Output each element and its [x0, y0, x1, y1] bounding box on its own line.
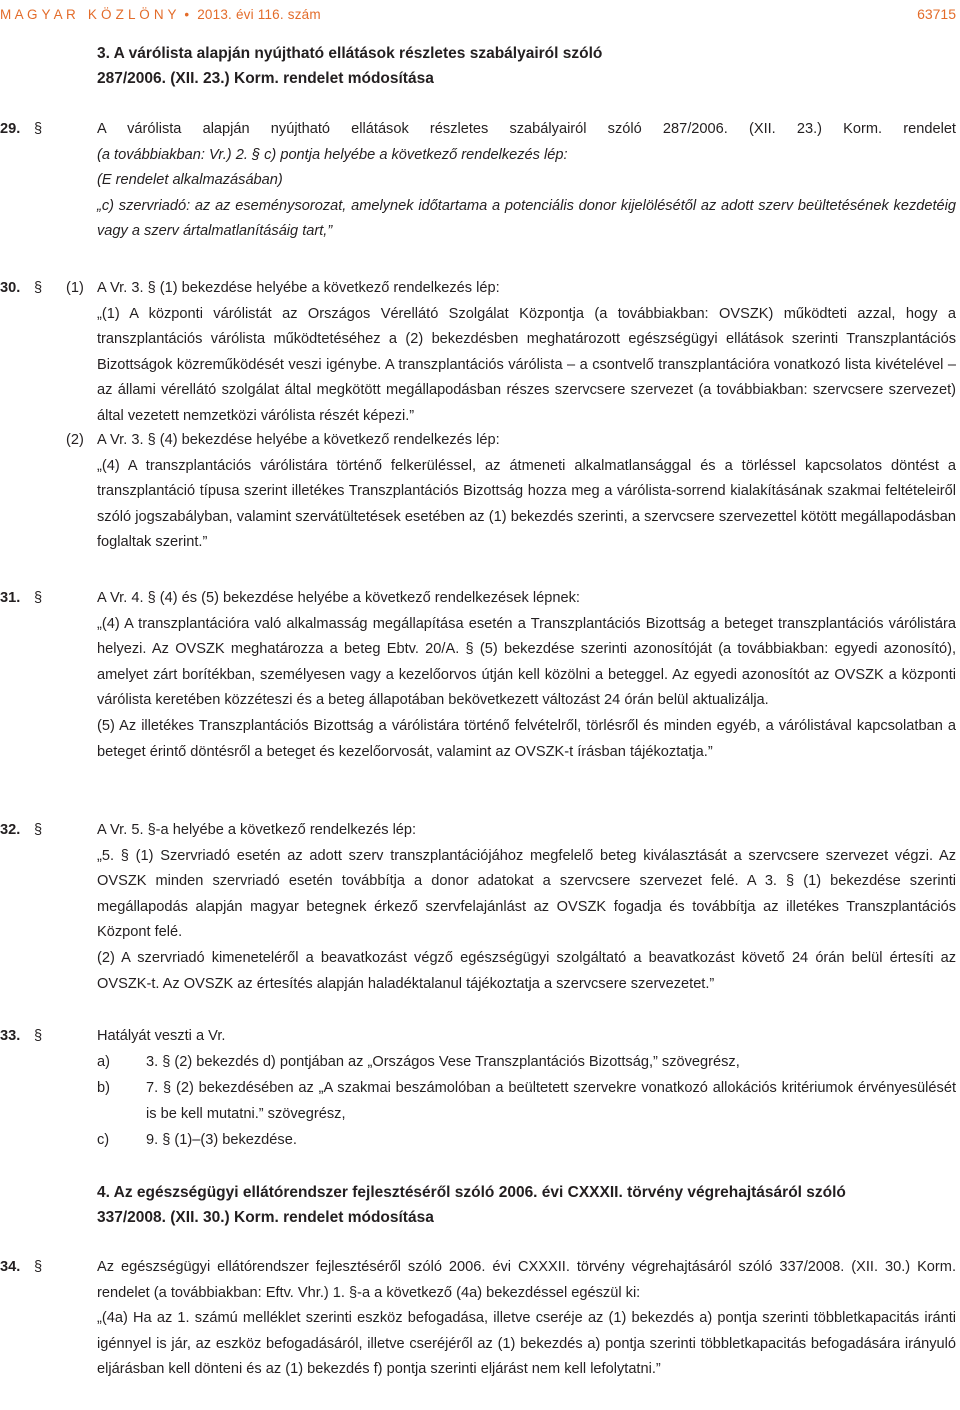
section-4-title: [97, 1180, 950, 1230]
p32-quoted-text-1: „5. § (1) Szervriadó esetén az adott szerv transzplantációjához megfelelő beteg kiválasztását a szervcsere szervezet végzi. Az OVSZK minden szervriadó esetén továbbítja a donor adatokat a szervcsere szervezet felé. A 3. § (1) bekezdése szerinti megállapodás alapján magyar betegnek érkező szervfelajánlást az OVSZK fogadja és továbbítja az illetékes Transzplantációs Központ felé.: [97, 847, 956, 941]
list-item-label: b): [97, 1080, 110, 1096]
journal-title: M A G Y A R K Ö Z L Ö N Y • 2013. évi 116. szám: [0, 7, 321, 22]
list-item-text: 3. § (2) bekezdés d) pontjában az „Országos Vese Transzplantációs Bizottság,” szövegrész,: [146, 1054, 740, 1070]
page-header: [0, 2, 960, 26]
p34-quoted-text: „(4a) Ha az 1. számú melléklet szerinti eszköz befogadása, illetve cseréje az (1) bekezdés a) pontja szerinti többletkapacitás iránti igénnyel is jár, az eszköz befogadásáról, illetve cseréjéről az (1) bekezdés a) pontja szerinti többletkapacitás befogadására irányuló eljárásban kell dönteni és az (1) bekezdés f) pontja szerinti eljárást nem kell lefolytatni.”: [97, 1310, 956, 1378]
p32-intro: A Vr. 5. §-a helyébe a következő rendelkezés lép:: [97, 822, 417, 838]
paragraph-29: [0, 117, 956, 245]
section-symbol: §: [34, 280, 43, 296]
section-3-title-line-2: 287/2006. (XII. 23.) Korm. rendelet módosítása: [97, 70, 434, 87]
p30-s2-quoted-text: „(4) A transzplantációs várólistára történő felkerüléssel, az átmeneti alkalmatlansággal és a törléssel kapcsolatos döntést a transzplantáció típusa szerint illetékes Transzplantációs Bizottság hozza meg a várólista-sorrend kialakításának szakmai feltételeiről szóló jogszabályban, valamint szervátültetések esetében az (1) bekezdés szerinti, a szervcsere szervezettel kötött megállapodásban foglaltak szerint.”: [97, 457, 956, 551]
p33-intro: Hatályát veszti a Vr.: [97, 1028, 226, 1044]
paragraph-31: [0, 586, 956, 765]
p29-line-2: (a továbbiakban: Vr.) 2. § c) pontja helyébe a következő rendelkezés lép:: [97, 146, 568, 163]
p31-intro: A Vr. 4. § (4) és (5) bekezdése helyébe a következő rendelkezések lépnek:: [97, 590, 580, 606]
section-3-title: [97, 41, 940, 91]
paragraph-30-subsection-2: [0, 428, 956, 556]
subsection-2-label: (2): [66, 432, 84, 448]
p34-intro: Az egészségügyi ellátórendszer fejlesztéséről szóló 2006. évi CXXXII. törvény végrehajtásáról szóló 337/2008. (XII. 30.) Korm. rendelet (a továbbiakban: Eftv. Vhr.) 1. §-a a következő (4a) bekezdéssel egészül ki:: [97, 1259, 956, 1301]
page-number: 63715: [917, 6, 956, 22]
list-item-text: 7. § (2) bekezdésében az „A szakmai beszámolóban a beültetett szervekre vonatkozó allokációs kritériumok érvényesülését is be kell mutatni.” szövegrész,: [146, 1080, 956, 1122]
p31-quoted-text-5: (5) Az illetékes Transzplantációs Bizottság a várólistára történő felvételről, törlésről és minden egyéb, a várólistával kapcsolatban a beteget érintő döntésről a beteget és kezelőorvosát, valamint az OVSZK-t írásban tájékoztatja.”: [97, 717, 956, 760]
p29-line-1: A várólista alapján nyújtható ellátások részletes szabályairól szóló 287/2006. (XII. 23.) Korm. rendelet: [97, 121, 956, 137]
section-symbol: §: [34, 1028, 43, 1044]
section-symbol: §: [34, 590, 43, 606]
section-symbol: §: [34, 822, 43, 838]
section-4-title-line-1: 4. Az egészségügyi ellátórendszer fejlesztéséről szóló 2006. évi CXXXII. törvény végrehajtásáról szóló: [97, 1184, 846, 1201]
paragraph-number: 34.: [0, 1259, 21, 1275]
section-4-title-line-2: 337/2008. (XII. 30.) Korm. rendelet módosítása: [97, 1209, 434, 1226]
paragraph-30: [0, 276, 956, 430]
paragraph-32: [0, 818, 956, 997]
p29-quoted-text: „c) szervriadó: az az eseménysorozat, amelynek időtartama a potenciális donor kijelölésétől az adott szerv beültetésének kezdetéig vagy a szerv ártalmatlanításáig tart,”: [97, 197, 956, 240]
paragraph-34: [0, 1255, 956, 1383]
paragraph-number: 33.: [0, 1028, 21, 1044]
p29-line-3: (E rendelet alkalmazásában): [97, 172, 283, 189]
p31-quoted-text-4: „(4) A transzplantációra való alkalmasság megállapítása esetén a Transzplantációs Bizottság a beteget transzplantációs várólistára helyezi. Az OVSZK meghatározza a beteg Ebtv. 20/A. § (5) bekezdése szerinti azonosítóját (a továbbiakban: egyedi azonosító), amelyet zárt borítékban, személyesen vagy a kezelőorvos útján kell közölni a beteggel. Az egyedi azonosítót az OVSZK a központi várólista keretében közzéteszi és a beteg állapotában bekövetkezett változást 24 órán belül aktualizálja.: [97, 615, 956, 709]
paragraph-number: 32.: [0, 822, 21, 838]
p30-s1-intro: A Vr. 3. § (1) bekezdése helyébe a következő rendelkezés lép:: [97, 280, 500, 296]
list-item-label: a): [97, 1054, 110, 1070]
p30-s1-quoted-text: „(1) A központi várólistát az Országos Vérellátó Szolgálat Központja (a továbbiakban: OVSZK) működteti azzal, hogy a transzplantációs várólista működtetéséhez a (2) bekezdésben meghatározott egészségügyi ellátások szerinti Transzplantációs Bizottságok közreműködését veszi igénybe. A transzplantációs várólista – a csontvelő transzplantációra vonatkozó lista kivételével – az állami vérellátó szolgálat által megkötött megállapodásban részes szervcsere szervezet (a továbbiakban: szervcsere szervezet) által vezetett nemzetközi várólista részét képezi.”: [97, 305, 956, 424]
p30-s2-intro: A Vr. 3. § (4) bekezdése helyébe a következő rendelkezés lép:: [97, 432, 500, 448]
section-symbol: §: [34, 1259, 43, 1275]
paragraph-33: [0, 1024, 956, 1154]
list-item-label: c): [97, 1132, 110, 1148]
paragraph-number: 31.: [0, 590, 21, 606]
p32-quoted-text-2: (2) A szervriadó kimeneteléről a beavatkozást végző egészségügyi szolgáltató a beavatkozást követő 24 órán belül értesíti az OVSZK-t. Az OVSZK az értesítés alapján haladéktalanul tájékoztatja a szervcsere szervezetet.”: [97, 949, 956, 992]
paragraph-number: 29.: [0, 121, 21, 137]
section-symbol: §: [34, 121, 43, 137]
subsection-1-label: (1): [66, 280, 84, 296]
section-3-title-line-1: 3. A várólista alapján nyújtható ellátások részletes szabályairól szóló: [97, 45, 603, 62]
paragraph-number: 30.: [0, 280, 21, 296]
list-item-text: 9. § (1)–(3) bekezdése.: [146, 1132, 297, 1148]
